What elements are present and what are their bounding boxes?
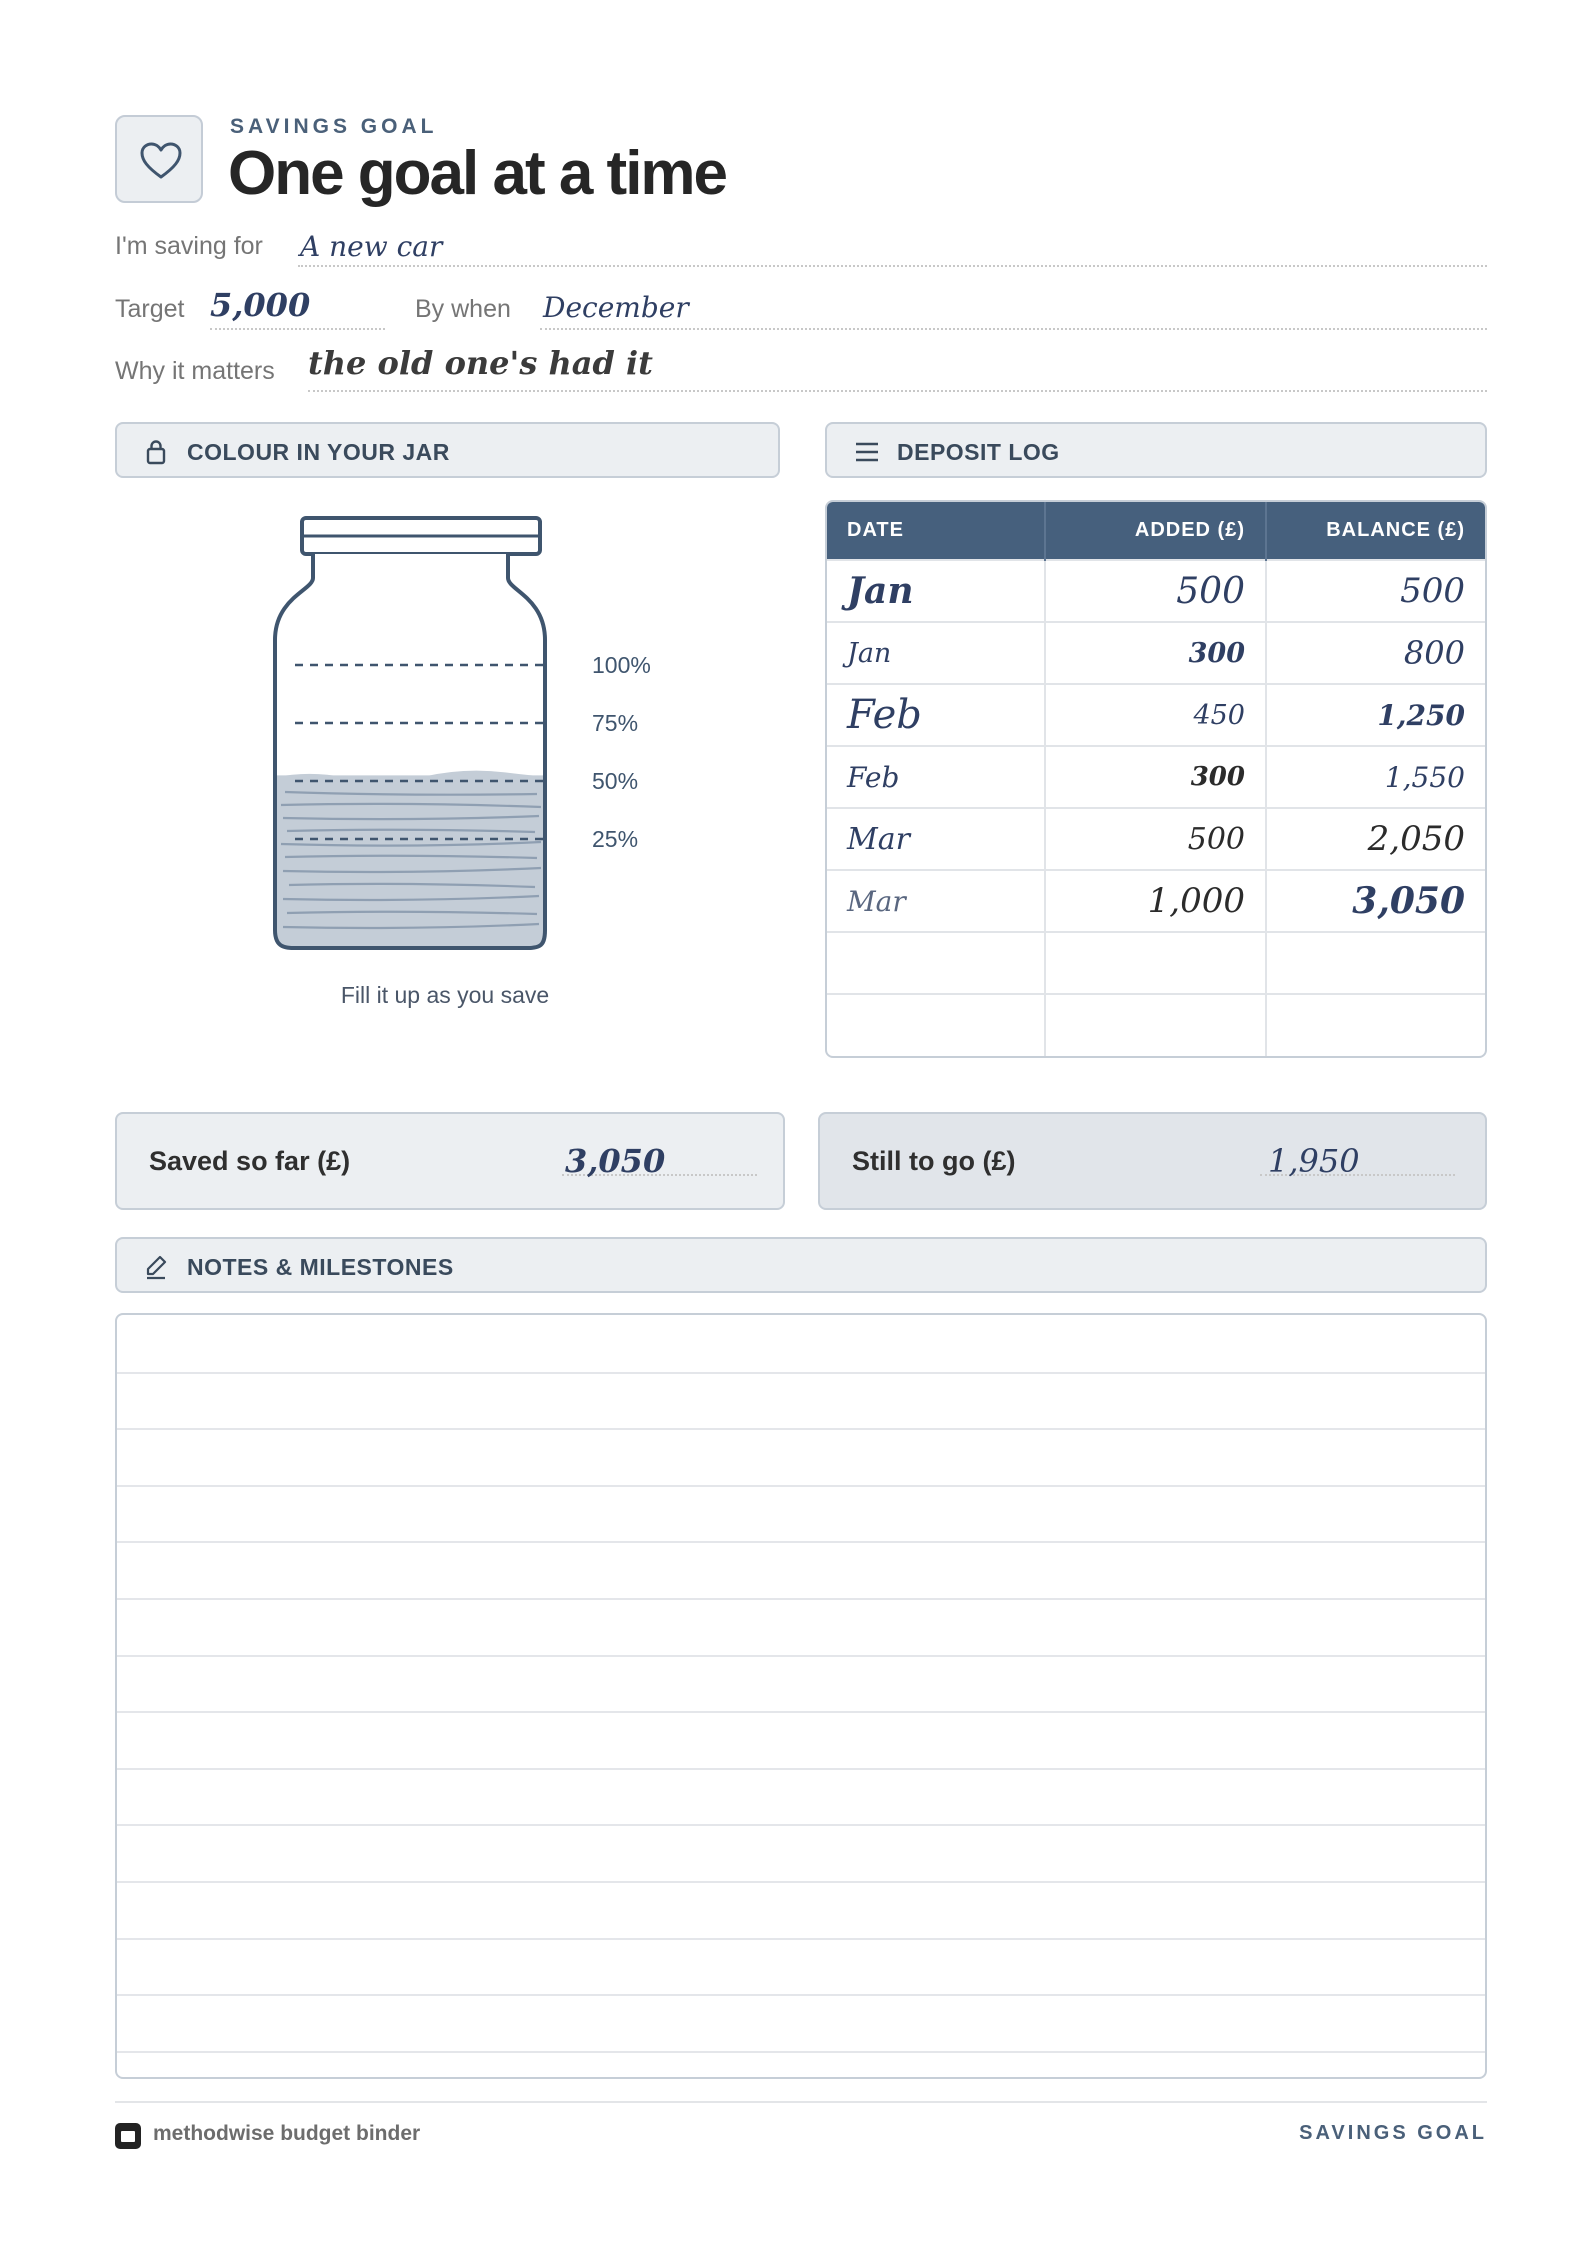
target-label: Target xyxy=(115,295,185,323)
notes-rule-line xyxy=(117,1768,1485,1770)
page-title: One goal at a time xyxy=(228,139,727,208)
notes-rule-line xyxy=(117,1994,1485,1996)
still-to-go-box xyxy=(818,1112,1487,1210)
col-header-added: ADDED (£) xyxy=(1045,502,1266,560)
notes-rule-line xyxy=(117,1881,1485,1883)
notes-rule-line xyxy=(117,1711,1485,1713)
row-date[interactable] xyxy=(827,932,1045,994)
row-added[interactable]: 1,000 xyxy=(1045,870,1266,932)
table-row xyxy=(827,808,1485,870)
saved-so-far-box xyxy=(115,1112,785,1210)
by-when-label: By when xyxy=(415,295,511,323)
why-label: Why it matters xyxy=(115,357,275,385)
row-date[interactable]: Jan xyxy=(827,560,1045,622)
row-date[interactable]: Feb xyxy=(827,684,1045,746)
why-value[interactable]: the old one's had it xyxy=(308,344,653,382)
table-row xyxy=(827,560,1485,622)
goal-badge xyxy=(115,115,203,203)
page-eyebrow: SAVINGS GOAL xyxy=(230,115,438,138)
row-added[interactable] xyxy=(1045,932,1266,994)
footer-brand: methodwise budget binder xyxy=(153,2122,421,2145)
notes-rule-line xyxy=(117,1938,1485,1940)
level-label-25: 25% xyxy=(592,826,639,852)
deposit-log-title: DEPOSIT LOG xyxy=(897,439,1060,465)
saved-so-far-value[interactable]: 3,050 xyxy=(565,1142,666,1180)
row-added[interactable]: 300 xyxy=(1045,622,1266,684)
target-line xyxy=(210,328,385,330)
by-when-line xyxy=(540,328,1487,330)
why-line xyxy=(308,390,1487,392)
row-balance[interactable] xyxy=(1266,994,1485,1056)
row-added[interactable]: 300 xyxy=(1045,746,1266,808)
notes-rule-line xyxy=(117,1824,1485,1826)
deposit-log-header xyxy=(825,422,1487,478)
footer-section-label: SAVINGS GOAL xyxy=(1299,2122,1487,2144)
row-balance[interactable]: 1,550 xyxy=(1266,746,1485,808)
jar-section-title: COLOUR IN YOUR JAR xyxy=(187,439,450,465)
deposit-log-table xyxy=(825,500,1487,1058)
table-row xyxy=(827,746,1485,808)
notes-rule-line xyxy=(117,1541,1485,1543)
notes-header xyxy=(115,1237,1487,1293)
table-row xyxy=(827,932,1485,994)
notes-area[interactable] xyxy=(115,1313,1487,2079)
saving-for-value[interactable]: A new car xyxy=(300,230,443,263)
footer-divider xyxy=(115,2101,1487,2103)
row-added[interactable] xyxy=(1045,994,1266,1056)
saving-for-line xyxy=(298,265,1487,267)
level-label-75: 75% xyxy=(592,710,639,736)
savings-jar[interactable] xyxy=(265,510,685,980)
heart-icon xyxy=(139,141,183,181)
level-label-50: 50% xyxy=(592,768,639,794)
by-when-value[interactable]: December xyxy=(543,291,689,324)
row-date[interactable] xyxy=(827,994,1045,1056)
level-label-100: 100% xyxy=(592,652,651,678)
col-header-date: DATE xyxy=(827,502,1045,560)
pencil-icon xyxy=(143,1253,169,1286)
notes-rule-line xyxy=(117,2051,1485,2053)
row-balance[interactable]: 800 xyxy=(1266,622,1485,684)
row-date[interactable]: Jan xyxy=(827,622,1045,684)
notes-rule-line xyxy=(117,1372,1485,1374)
row-added[interactable]: 500 xyxy=(1045,808,1266,870)
row-balance[interactable]: 500 xyxy=(1266,560,1485,622)
row-balance[interactable]: 3,050 xyxy=(1266,870,1485,932)
table-row xyxy=(827,870,1485,932)
brand-logo-icon xyxy=(115,2123,141,2149)
table-row xyxy=(827,994,1485,1056)
row-added[interactable]: 450 xyxy=(1045,684,1266,746)
jar-caption: Fill it up as you save xyxy=(340,982,550,1008)
list-icon xyxy=(853,438,881,471)
col-header-balance: BALANCE (£) xyxy=(1266,502,1485,560)
saved-so-far-label: Saved so far (£) xyxy=(149,1146,351,1176)
notes-rule-line xyxy=(117,1598,1485,1600)
row-balance[interactable]: 1,250 xyxy=(1266,684,1485,746)
notes-rule-line xyxy=(117,1655,1485,1657)
row-balance[interactable] xyxy=(1266,932,1485,994)
notes-rule-line xyxy=(117,1485,1485,1487)
table-row xyxy=(827,622,1485,684)
jar-section-header xyxy=(115,422,780,478)
lock-icon xyxy=(143,438,169,471)
jar-fill xyxy=(265,775,565,958)
still-to-go-value[interactable]: 1,950 xyxy=(1268,1142,1360,1180)
row-date[interactable]: Mar xyxy=(827,870,1045,932)
notes-title: NOTES & MILESTONES xyxy=(187,1254,454,1280)
saving-for-label: I'm saving for xyxy=(115,232,263,260)
row-date[interactable]: Mar xyxy=(827,808,1045,870)
still-to-go-label: Still to go (£) xyxy=(852,1146,1016,1176)
target-value[interactable]: 5,000 xyxy=(210,286,311,324)
row-added[interactable]: 500 xyxy=(1045,560,1266,622)
row-date[interactable]: Feb xyxy=(827,746,1045,808)
row-balance[interactable]: 2,050 xyxy=(1266,808,1485,870)
notes-rule-line xyxy=(117,1428,1485,1430)
table-row xyxy=(827,684,1485,746)
